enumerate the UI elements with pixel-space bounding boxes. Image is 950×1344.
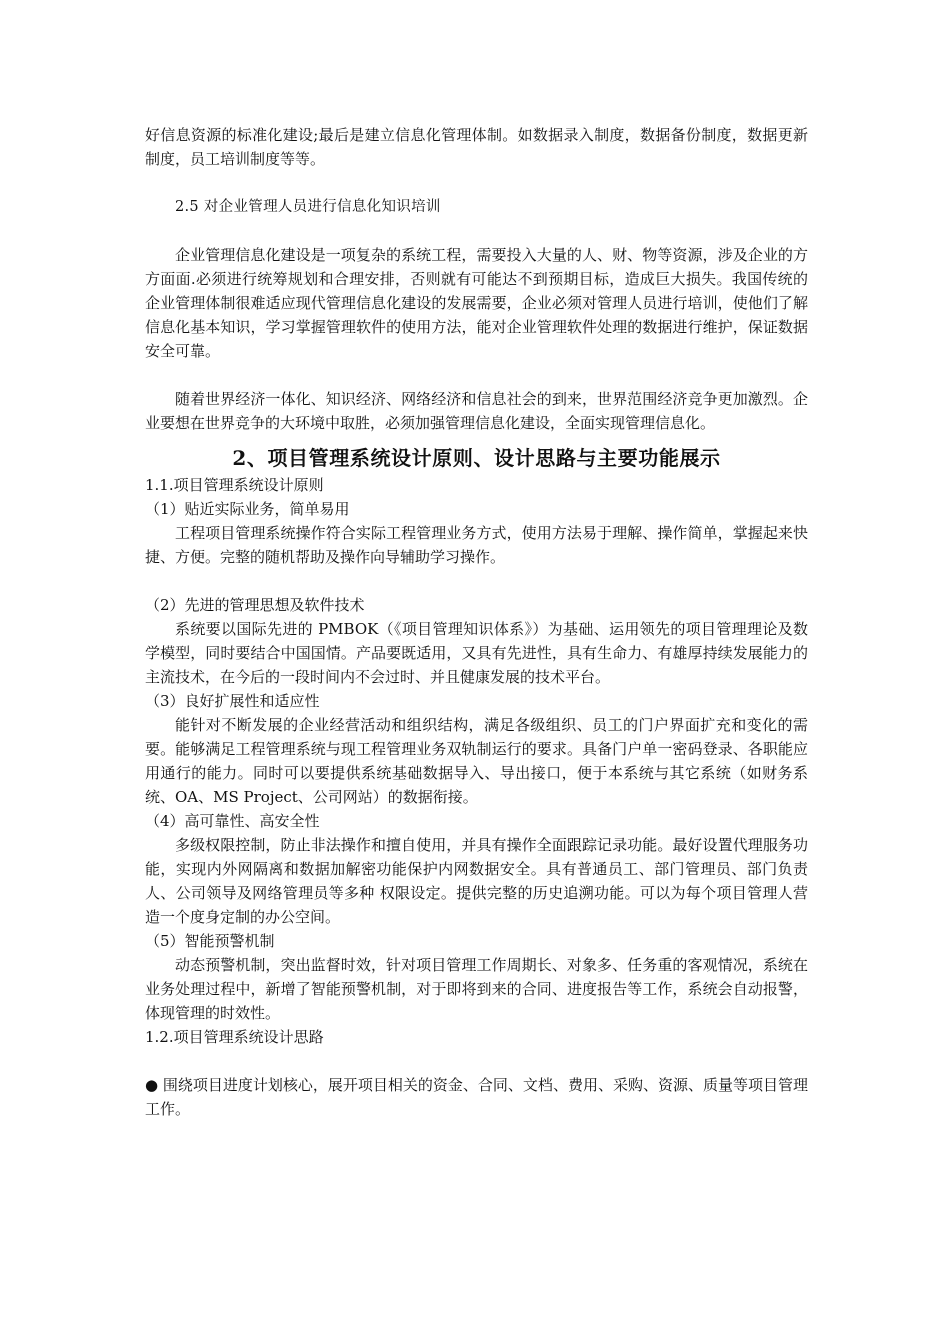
principle-1-text: 工程项目管理系统操作符合实际工程管理业务方式，使用方法易于理解、操作简单，掌握起来快捷、方便。完整的随机帮助及操作向导辅助学习操作。 xyxy=(145,524,808,566)
heading-design-ideas: 1.2.项目管理系统设计思路 xyxy=(145,1028,324,1046)
spacer xyxy=(145,569,808,593)
principle-4-text: 多级权限控制，防止非法操作和擅自使用，并具有操作全面跟踪记录功能。最好设置代理服务功能，实现内外网隔离和数据加解密功能保护内网数据安全。具有普通员工、部门管理员、部门负责人、公司领导及网络管理员等多种 权限设定。提供完整的历史追溯功能。可以为每个项目管理人营造一个度身定制的办公空间。 xyxy=(145,836,808,926)
spacer xyxy=(145,1049,808,1073)
principle-3-label: （3）良好扩展性和适应性 xyxy=(145,692,320,710)
paragraph-data-standards: 好信息资源的标准化建设;最后是建立信息化管理体制。如数据录入制度，数据备份制度，数据更新制度，员工培训制度等等。 xyxy=(145,126,808,168)
principle-5-text: 动态预警机制，突出监督时效，针对项目管理工作周期长、对象多、任务重的客观情况，系统在业务处理过程中，新增了智能预警机制，对于即将到来的合同、进度报告等工作，系统会自动报警，体现管理的时效性。 xyxy=(145,956,808,1022)
principle-2-label: （2）先进的管理思想及软件技术 xyxy=(145,596,365,614)
section-title: 2、项目管理系统设计原则、设计思路与主要功能展示 xyxy=(232,446,721,470)
principle-3-text: 能针对不断发展的企业经营活动和组织结构，满足各级组织、员工的门户界面扩充和变化的需要。能够满足工程管理系统与现工程管理业务双轨制运行的要求。具备门户单一密码登录、各职能应用通行的能力。同时可以要提供系统基础数据导入、导出接口，便于本系统与其它系统（如财务系统、OA、MS Project、公司网站）的数据衔接。 xyxy=(145,716,808,806)
document-page xyxy=(145,123,808,1121)
paragraph-training: 企业管理信息化建设是一项复杂的系统工程，需要投入大量的人、财、物等资源，涉及企业的方方面面.必须进行统筹规划和合理安排，否则就有可能达不到预期目标，造成巨大损失。我国传统的企业管理体制很难适应现代管理信息化建设的发展需要，企业必须对管理人员进行培训，使他们了解信息化基本知识，学习掌握管理软件的使用方法，能对企业管理软件处理的数据进行维护，保证数据安全可靠。 xyxy=(145,246,808,360)
heading-design-principles: 1.1.项目管理系统设计原则 xyxy=(145,476,324,494)
bullet-item-schedule-core: ● 围绕项目进度计划核心，展开项目相关的资金、合同、文档、费用、采购、资源、质量等项目管理工作。 xyxy=(145,1076,808,1118)
paragraph-conclusion: 随着世界经济一体化、知识经济、网络经济和信息社会的到来，世界范围经济竞争更加激烈。企业要想在世界竞争的大环境中取胜，必须加强管理信息化建设，全面实现管理信息化。 xyxy=(145,390,808,432)
principle-5-label: （5）智能预警机制 xyxy=(145,932,275,950)
principle-4-label: （4）高可靠性、高安全性 xyxy=(145,812,320,830)
principle-2-text: 系统要以国际先进的 PMBOK（《项目管理知识体系》）为基础、运用领先的项目管理理论及数学模型，同时要结合中国国情。产品要既适用，又具有先进性，具有生命力、有雄厚持续发展能力的主流技术，在今后的一段时间内不会过时、并且健康发展的技术平台。 xyxy=(145,620,808,686)
principle-1-label: （1）贴近实际业务，简单易用 xyxy=(145,500,350,518)
subheading-2-5-training: 2.5 对企业管理人员进行信息化知识培训 xyxy=(175,199,441,215)
